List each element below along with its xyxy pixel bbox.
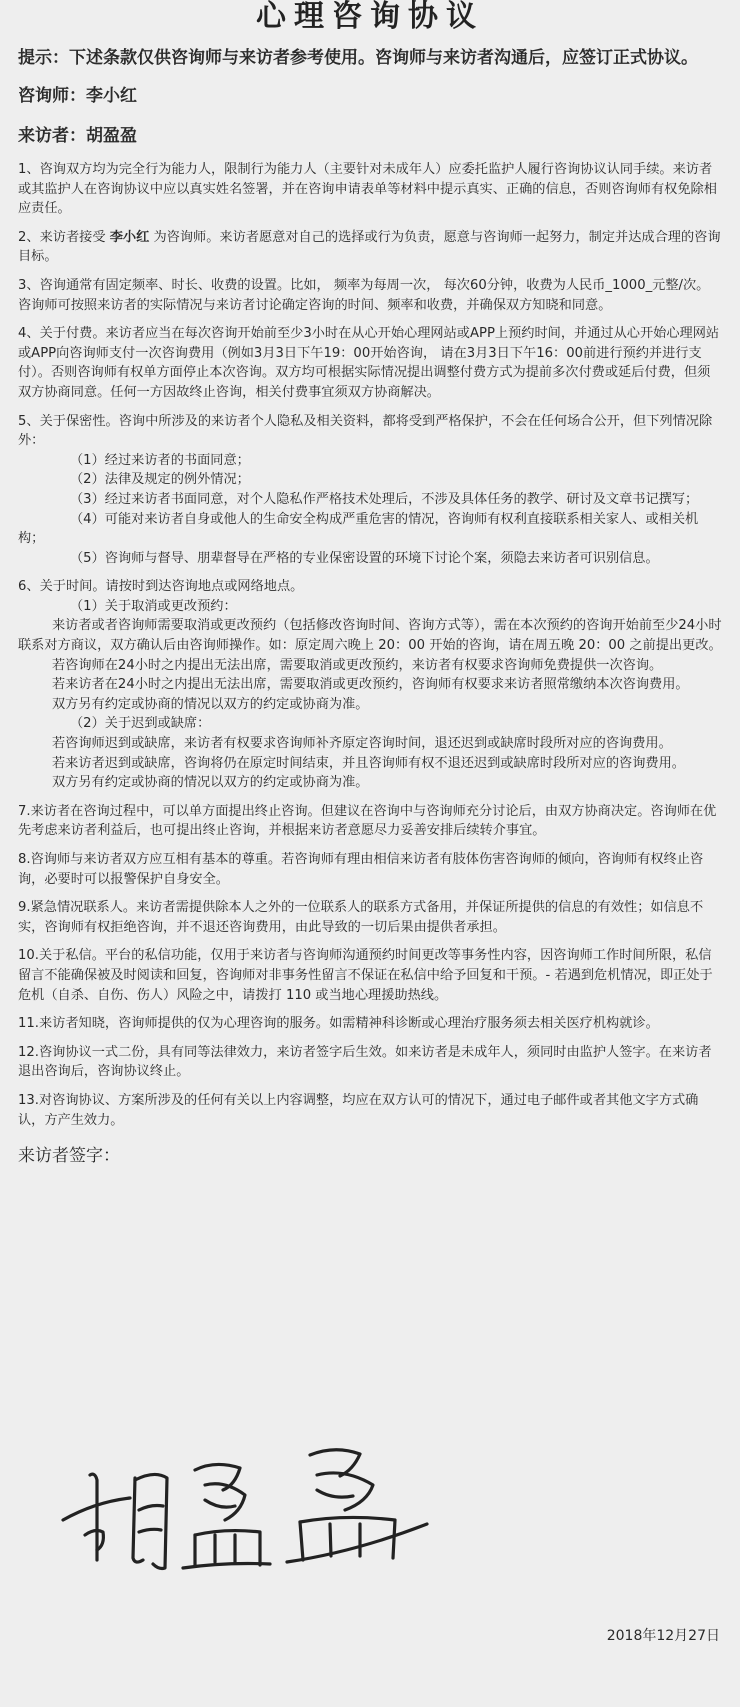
counselor-label: 咨询师： [18,86,86,106]
clause-6-sub-2-c: 双方另有约定或协商的情况以双方的约定或协商为准。 [52,775,369,791]
clause-5 [18,412,722,569]
clause-6-sub-1-title: （1）关于取消或更改预约： [70,598,237,614]
clause-2 [18,228,722,267]
sign-date: 2018年12月27日 [606,1628,720,1644]
clause-6-sub-1-c: 若来访者在24小时之内提出无法出席，需要取消或更改预约，咨询师有权要求来访者照常缴纳本次咨询费用。 [52,677,689,693]
clause-7: 7.来访者在咨询过程中，可以单方面提出终止咨询。但建议在咨询中与咨询师充分讨论后，由双方协商决定。咨询师在优先考虑来访者利益后，也可提出终止咨询，并根据来访者意愿尽力妥善安排后续转介事宜。 [18,803,717,839]
client-label: 来访者： [18,126,86,146]
clause-2-counselor-name: 李小红 [109,229,150,245]
clause-8: 8.咨询师与来访者双方应互相有基本的尊重。若咨询师有理由相信来访者有肢体伤害咨询师的倾向，咨询师有权终止咨询，必要时可以报警保护自身安全。 [18,852,704,887]
signature-label: 来访者签字： [18,1146,120,1167]
clause-6-sub-2-a: 若咨询师迟到或缺席，来访者有权要求咨询师补齐原定咨询时间，退还迟到或缺席时段所对应的咨询费用。 [52,736,672,752]
clause-12: 12.咨询协议一式二份，具有同等法律效力，来访者签字后生效。如来访者是未成年人，须同时由监护人签字。在来访者退出咨询后，咨询协议终止。 [18,1044,712,1080]
clause-6-sub-1-a: 来访者或者咨询师需要取消或更改预约（包括修改咨询时间、咨询方式等），需在本次预约的咨询开始前至少24小时联系对方商议，双方确认后由咨询师操作。如：原定周六晚上 20：00 开始的咨询，请在周五晚 20：00 之前提出更改。 [18,618,722,654]
client-line [18,124,722,148]
clause-3: 3、咨询通常有固定频率、时长、收费的设置。比如， 频率为每周一次， 每次60分钟，收费为人民币_1000_元整/次。咨询师可按照来访者的实际情况与来访者讨论确定咨询的时间、频率和收费，并确保双方知晓和同意。 [18,277,710,313]
clause-5-item-5: （5）咨询师与督导、朋辈督导在严格的专业保密设置的环境下讨论个案，须隐去来访者可识别信息。 [70,550,659,566]
clause-13: 13.对咨询协议、方案所涉及的任何有关以上内容调整，均应在双方认可的情况下，通过电子邮件或者其他文字方式确认，方产生效力。 [18,1092,699,1128]
clause-6-sub-1-d: 双方另有约定或协商的情况以双方的约定或协商为准。 [52,696,369,712]
clause-4: 4、关于付费。来访者应当在每次咨询开始前至少3小时在从心开始心理网站或APP上预约时间，并通过从心开始心理网站或APP向咨询师支付一次咨询费用（例如3月3日下午19：00开始咨询， 请在3月3日下午16：00前进行预约并进行支付）。否则咨询师有权单方面停止本次咨询。双方均可根据实际情况提出调整付费方式为提前多次付费或延后付费，但须双方协商同意。任何一方因故终止咨询，相关付费事宜须双方协商解决。 [18,326,720,400]
clause-6-sub-2-b: 若来访者迟到或缺席，咨询将仍在原定时间结束，并且咨询师有权不退还迟到或缺席时段所对应的咨询费用。 [52,755,685,771]
clause-11: 11.来访者知晓，咨询师提供的仅为心理咨询的服务。如需精神科诊断或心理治疗服务须去相关医疗机构就诊。 [18,1016,659,1032]
clause-6 [18,577,722,793]
clause-9: 9.紧急情况联系人。来访者需提供除本人之外的一位联系人的联系方式备用，并保证所提供的信息的有效性；如信息不实，咨询师有权拒绝咨询，并不退还咨询费用，由此导致的一切后果由提供者承担。 [18,900,704,935]
tip-text: 提示：下述条款仅供咨询师与来访者参考使用。咨询师与来访者沟通后，应签订正式协议。 [18,48,698,68]
clause-6-sub-1-b: 若咨询师在24小时之内提出无法出席，需要取消或更改预约，来访者有权要求咨询师免费提供一次咨询。 [52,657,663,673]
clause-5-item-4: （4）可能对来访者自身或他人的生命安全构成严重危害的情况，咨询师有权利直接联系相关家人、或相关机构； [18,511,699,547]
page-title: 心理咨询协议 [256,0,484,34]
clause-1: 1、咨询双方均为完全行为能力人，限制行为能力人（主要针对未成年人）应委托监护人履行咨询协议认同手续。来访者或其监护人在咨询协议中应以真实姓名签署，并在咨询申请表单等材料中提示真实、正确的信息，否则咨询师有权免除相应责任。 [18,162,717,217]
clause-5-intro: 5、关于保密性。咨询中所涉及的来访者个人隐私及相关资料，都将受到严格保护，不会在任何场合公开，但下列情况除外： [18,413,713,449]
clause-6-intro: 6、关于时间。请按时到达咨询地点或网络地点。 [18,579,304,595]
clause-5-item-2: （2）法律及规定的例外情况； [70,472,250,488]
counselor-name: 李小红 [86,86,137,106]
counselor-line [18,84,722,108]
clause-5-item-3: （3）经过来访者书面同意，对个人隐私作严格技术处理后，不涉及具体任务的教学、研讨及文章书记撰写； [70,491,699,507]
clause-2-pre: 2、来访者接受 [18,229,110,245]
handwritten-signature [55,1440,495,1590]
clause-6-sub-2-title: （2）关于迟到或缺席： [70,716,211,732]
clause-5-item-1: （1）经过来访者的书面同意； [70,452,250,468]
clause-10: 10.关于私信。平台的私信功能，仅用于来访者与咨询师沟通预约时间更改等事务性内容，因咨询师工作时间所限，私信留言不能确保被及时阅读和回复，咨询师对非事务性留言不保证在私信中给予回复和干预。- 若遇到危机情况，即正处于危机（自杀、自伤、伤人）风险之中，请拨打 110 或当地心理援助热线。 [18,948,713,1003]
client-name: 胡盈盈 [86,126,137,146]
clause-2-post: 为咨询师。来访者愿意对自己的选择或行为负责，愿意与咨询师一起努力，制定并达成合理的咨询目标。 [18,229,721,265]
